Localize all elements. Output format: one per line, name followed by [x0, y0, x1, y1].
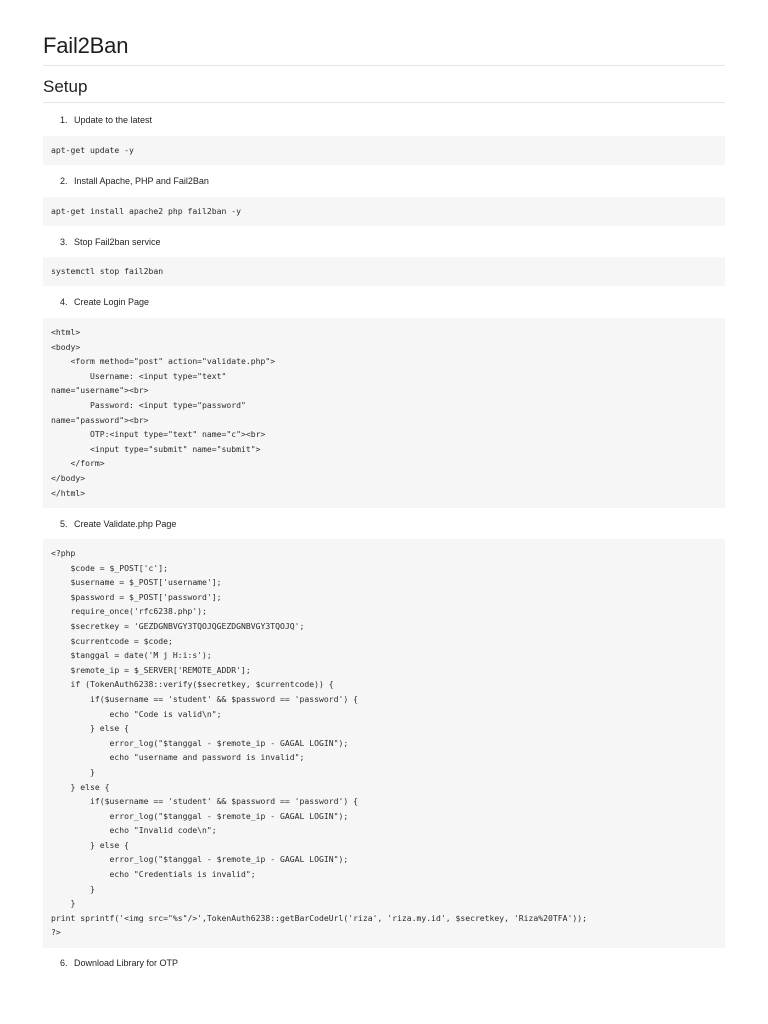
- step-label: Create Login Page: [74, 297, 150, 307]
- section-divider: [43, 102, 725, 103]
- step-label: Download Library for OTP: [74, 958, 179, 968]
- step-4: [60, 296, 149, 308]
- step-number: 3.: [60, 237, 68, 247]
- code-block-login-page: <html> <body> <form method="post" action="validate.php"> Username: <input type="text" name="username"><br> Password: <input type="password" name="password"><br> OTP:<input type="text" name="c"><br> <input type="submit" name="submit"> </form> </body> </html>: [43, 318, 725, 508]
- code-block-update: apt-get update -y: [43, 136, 725, 165]
- step-3: [60, 236, 161, 248]
- step-number: 2.: [60, 176, 68, 186]
- title-divider: [43, 65, 725, 66]
- section-heading: Setup: [43, 77, 88, 96]
- step-number: 4.: [60, 297, 68, 307]
- step-label: Install Apache, PHP and Fail2Ban: [74, 176, 209, 186]
- step-label: Update to the latest: [74, 115, 153, 125]
- step-number: 1.: [60, 115, 68, 125]
- code-block-stop-service: systemctl stop fail2ban: [43, 257, 725, 286]
- step-number: 5.: [60, 519, 68, 529]
- step-5: [60, 518, 176, 530]
- step-label: Stop Fail2ban service: [74, 237, 161, 247]
- step-label: Create Validate.php Page: [74, 519, 177, 529]
- step-6: [60, 957, 178, 969]
- step-1: [60, 114, 152, 126]
- page-title: Fail2Ban: [43, 33, 129, 58]
- code-block-validate-page: <?php $code = $_POST['c']; $username = $_POST['username']; $password = $_POST['password']; require_once('rfc6238.php'); $secretkey = 'GEZDGNBVGY3TQOJQGEZDGNBVGY3TQOJQ'; $currentcode = $code; $tanggal = date('M j H:i:s'); $remote_ip = $_SERVER['REMOTE_ADDR']; if (TokenAuth6238::verify($secretkey, $currentcode)) { if($username == 'student' && $password == 'password') { echo "Code is valid\n"; } else { error_log("$tanggal - $remote_ip - GAGAL LOGIN"); echo "username and password is invalid"; } } else { if($username == 'student' && $password == 'password') { error_log("$tanggal - $remote_ip - GAGAL LOGIN"); echo "Invalid code\n"; } else { error_log("$tanggal - $remote_ip - GAGAL LOGIN"); echo "Credentials is invalid"; } } print sprintf('<img src="%s"/>',TokenAuth6238::getBarCodeUrl('riza', 'riza.my.id', $secretkey, 'Riza%20TFA')); ?>: [43, 539, 725, 948]
- step-number: 6.: [60, 958, 68, 968]
- step-2: [60, 175, 209, 187]
- code-block-install: apt-get install apache2 php fail2ban -y: [43, 197, 725, 226]
